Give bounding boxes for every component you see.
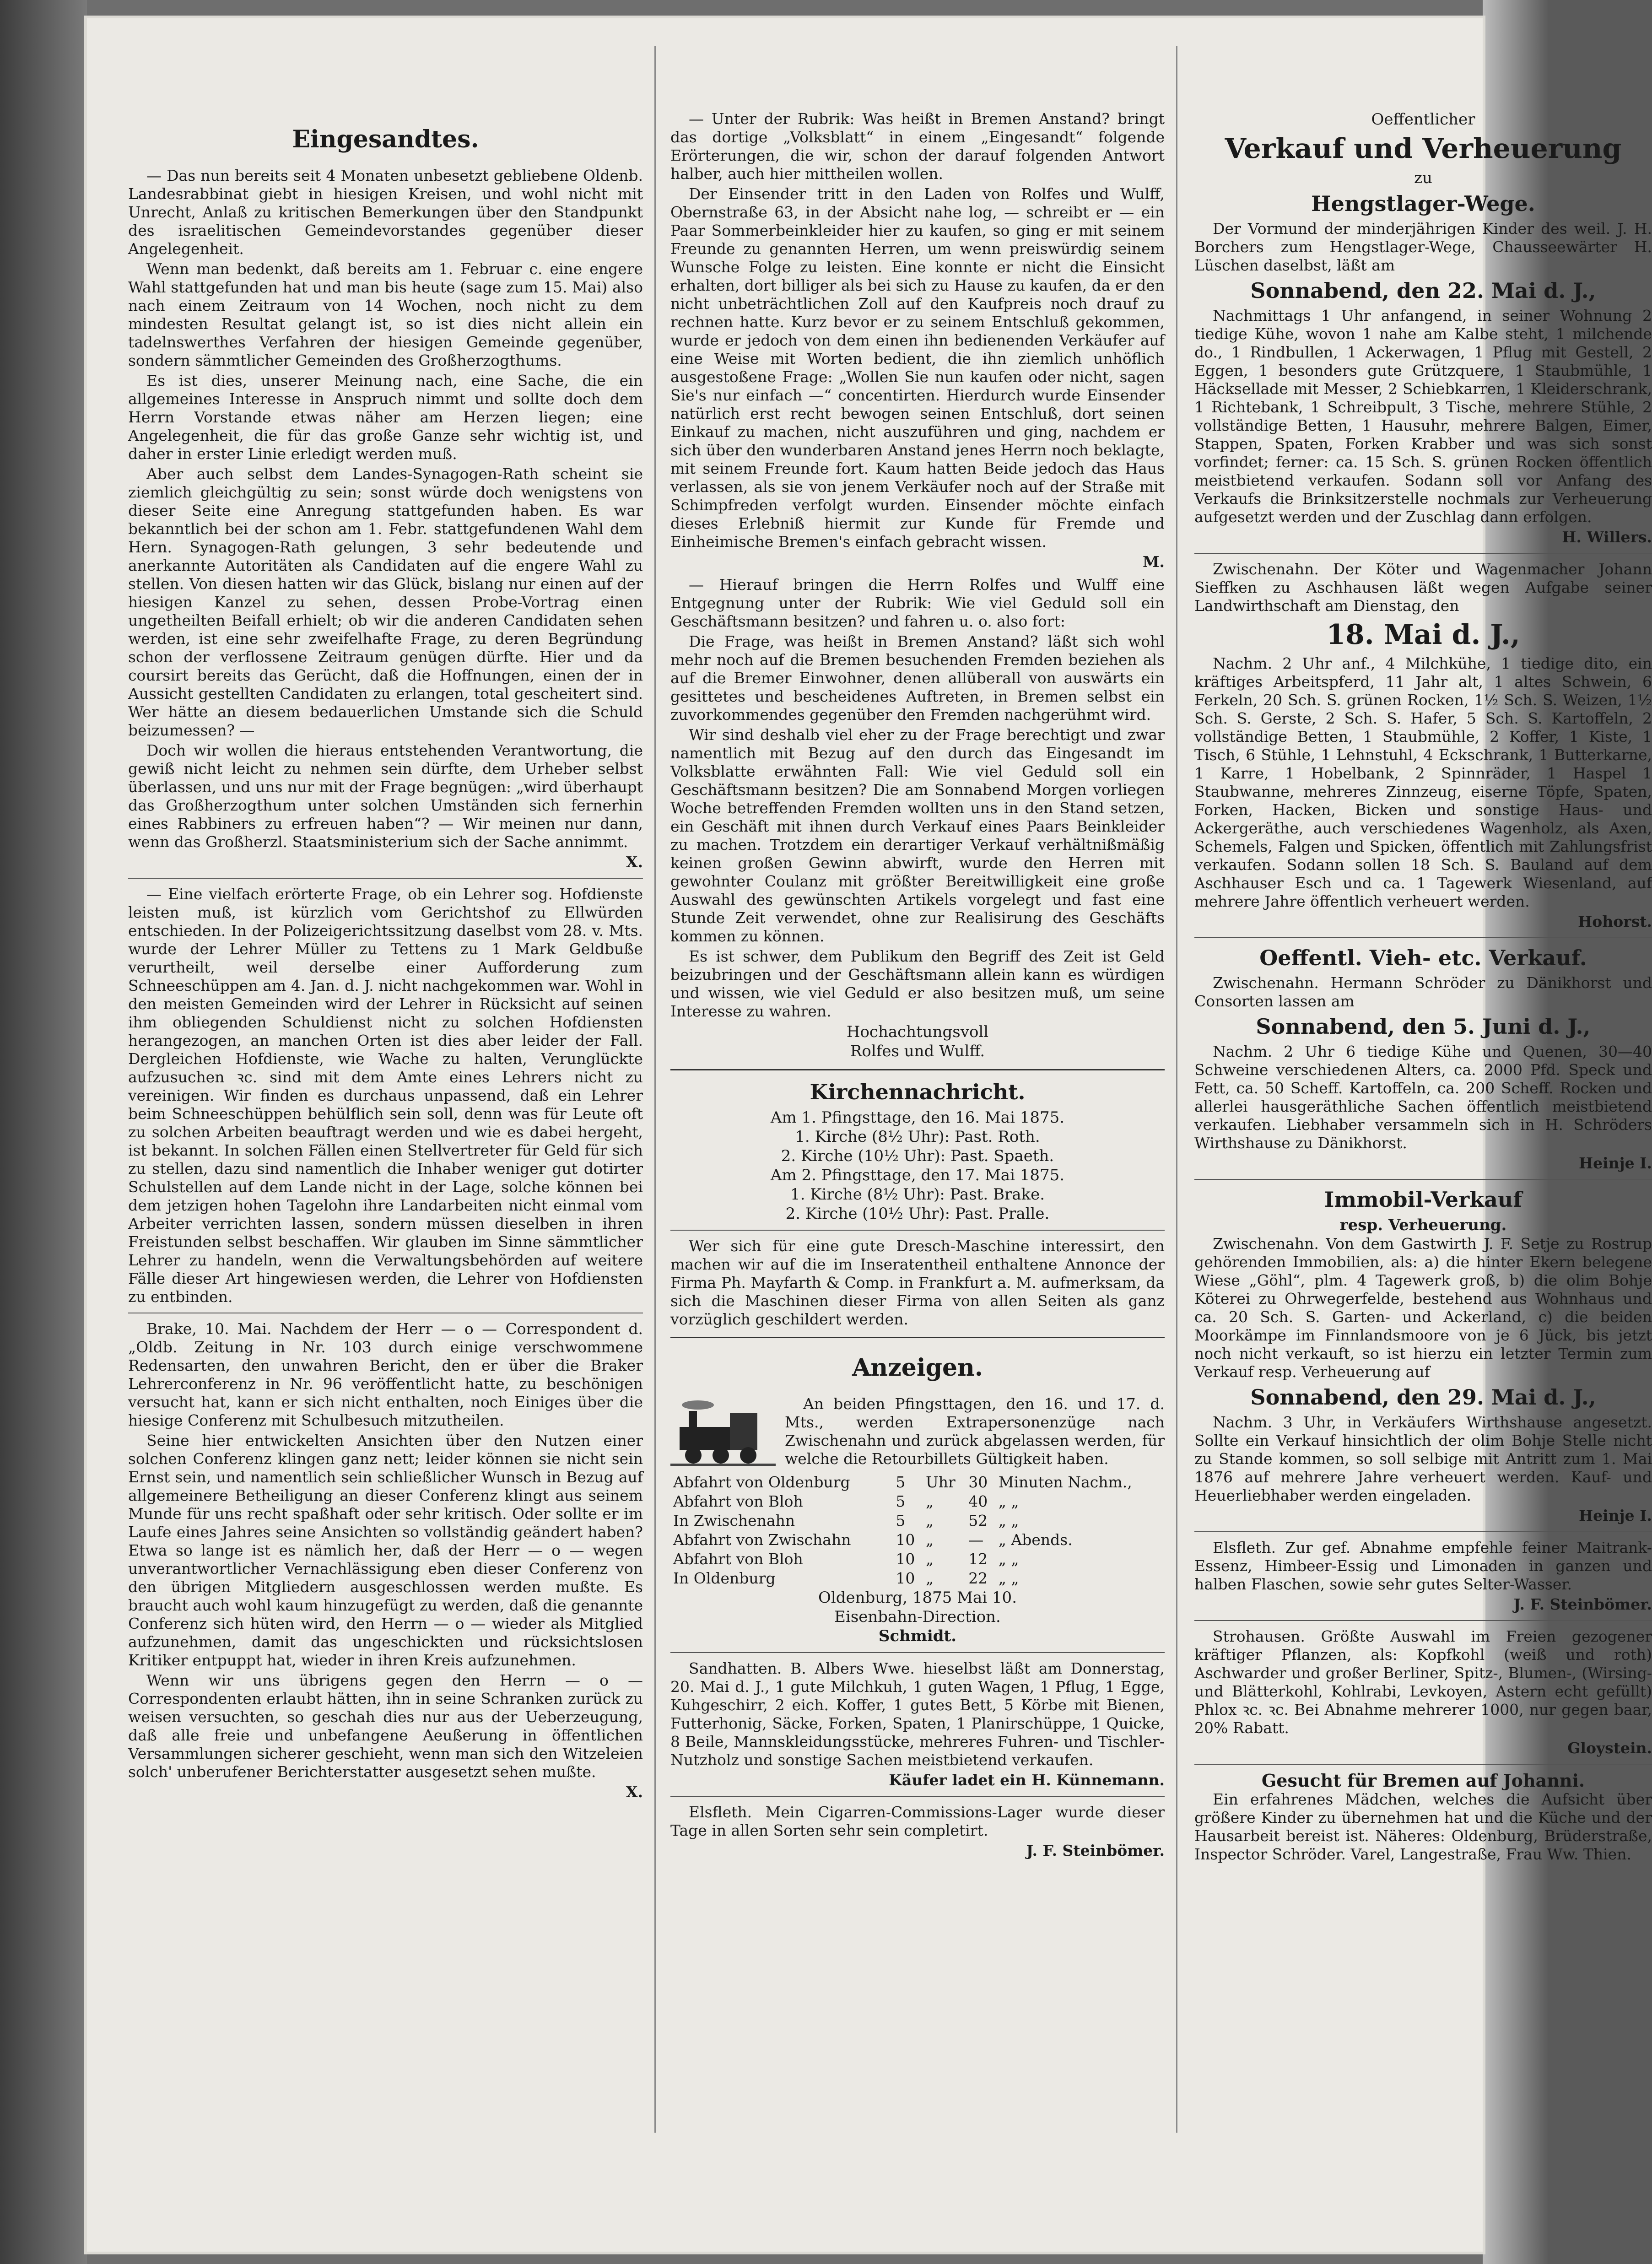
article-paragraph: Seine hier entwickelten Ansichten über den Nutzen einer solchen Conferenz klingen ganz nett; leider können sie nicht sein Ernst sein, und namentlich sein schließlicher Wunsch in Bezug auf allgemeinere Betheiligung an dieser Conferenz klingt aus seinem Munde für uns recht spaßhaft oder sehr kritisch. Oder sollte er im Laufe eines Jahres seine Ansichten so vollständig geändert haben? Etwa so lange ist es nämlich her, daß der Herr — o — wegen unverantwortlicher Vernachlässigung eben dieser Conferenz von den übrigen Mitgliedern ausgeschlossen werden mußte. Es braucht auch wohl kaum hinzugefügt zu werden, daß die genannte Conferenz sich hüten wird, den Herrn — o — wieder als Mitglied aufzunehmen, damit das ungeschickten und rücksichtslosen Kritiker entpuppt hat, wieder in ihren Kreis aufzunehmen. <box>128 1432 643 1669</box>
divider <box>670 1230 1165 1231</box>
divider <box>128 878 643 879</box>
article-paragraph: Wenn man bedenkt, daß bereits am 1. Februar c. eine engere Wahl stattgefunden hat und man bis heute (sage zum 15. Mai) also nach einem Zeitraum von 14 Wochen, noch nicht zu dem mindesten Resultat gelangt ist, so ist dies nicht allein ein tadelnswerthes Verfahren der hiesigen Gemeinde gegenüber, sondern sämmtlicher Gemeinden des Großherzogthums. <box>128 260 643 369</box>
ad-subheading: resp. Verheuerung. <box>1339 1216 1507 1234</box>
ad-paragraph: Nachm. 2 Uhr 6 tiedige Kühe und Quenen, 30—40 Schweine verschiedenen Alters, ca. 2000 Pfd. Speck und Fett, ca. 50 Scheff. Kartoffeln, ca. 200 Scheff. Rocken und allerlei hausgeräthliche Sachen öffentlich meistbietend verkaufen. Liebhaber versammeln sich in H. Schröders Wirthshause zu Dänikhorst. <box>1194 1043 1652 1152</box>
ad-signature: Käufer ladet ein H. Künnemann. <box>889 1771 1165 1789</box>
timetable-cell: „ <box>925 1492 934 1510</box>
ad-date: Sonnabend, den 22. Mai d. J., <box>1250 278 1596 303</box>
timetable-cell: „ Abends. <box>998 1531 1073 1549</box>
ad-date: 18. Mai d. J., <box>1326 619 1520 651</box>
ad-heading-pre: Oeffentlicher <box>1371 110 1475 129</box>
timetable-cell: 40 <box>968 1492 988 1510</box>
article-signature: M. <box>1142 553 1165 571</box>
article-paragraph: Die Frage, was heißt in Bremen Anstand? läßt sich wohl mehr noch auf die Bremen besuchenden Fremden beziehen als auf die Bremer Einwohner, denen allüberall von auswärts ein gesittetes und bescheidenes Auftreten, in Bremen selbst ein zuvorkommendes gegenüber den Fremden nachgerühmt wird. <box>670 632 1165 724</box>
kirchennachricht-title: Kirchennachricht. <box>810 1080 1026 1104</box>
timetable-row <box>670 1530 1165 1550</box>
article-paragraph: Wenn wir uns übrigens gegen den Herrn — o — Correspondenten erlaubt hätten, ihn in seine Schranken zurück zu weisen versuchten, so geschah dies nur aus der Ueberzeugung, daß alle freie und unbefangene Aeußerung in öffentlichen Versammlungen sicherer geschieht, wenn man sich den Witzeleien solch' unberufener Berichterstatter ausgesetzt sehen mußte. <box>128 1671 643 1781</box>
timetable-row <box>670 1473 1165 1492</box>
notice-paragraph: Wer sich für eine gute Dresch-Maschine interessirt, den machen wir auf die im Inseratentheil enthaltene Annonce der Firma Ph. Mayfarth & Comp. in Frankfurt a. M. aufmerksam, da sich die Maschinen dieser Firma von allen Seiten als ganz vorzüglich geschildert werden. <box>670 1237 1165 1328</box>
locomotive-icon <box>670 1399 776 1468</box>
ad-paragraph: Der Vormund der minderjährigen Kinder des weil. J. H. Borchers zum Hengstlager-Wege, Chausseewärter H. Lüschen daselbst, läßt am <box>1194 220 1652 274</box>
ad-paragraph: Elsfleth. Zur gef. Abnahme empfehle feiner Maitrank-Essenz, Himbeer-Essig und Limonaden in ganzen und halben Flaschen, sowie sehr gutes Selter-Wasser. <box>1194 1539 1652 1593</box>
article-paragraph: — Unter der Rubrik: Was heißt in Bremen Anstand? bringt das dortige „Volksblatt“ in einem „Eingesandt“ folgende Erörterungen, die wir, schon der darauf folgenden Antwort halber, auch hier mittheilen wollen. <box>670 110 1165 183</box>
timetable-cell: 52 <box>968 1512 988 1529</box>
church-line: Am 2. Pfingsttage, den 17. Mai 1875. <box>770 1166 1065 1184</box>
divider <box>1194 937 1652 938</box>
ad-signature: Hohorst. <box>1578 913 1652 930</box>
signature-line: Rolfes und Wulff. <box>850 1042 985 1060</box>
column-3 <box>1194 110 1652 2169</box>
ad-signature: Heinje I. <box>1578 1507 1652 1524</box>
timetable-cell: „ „ <box>998 1512 1019 1529</box>
timetable-cell: 10 <box>896 1550 915 1568</box>
timetable-row <box>670 1511 1165 1530</box>
divider <box>1194 1531 1652 1532</box>
ad-heading-zu: zu <box>1414 169 1432 187</box>
timetable-cell: In Zwischenahn <box>673 1512 795 1529</box>
ad-signature: Heinje I. <box>1578 1154 1652 1172</box>
ad-signature: H. Willers. <box>1562 528 1652 546</box>
ad-paragraph: Ein erfahrenes Mädchen, welches die Aufsicht über größere Kinder zu übernehmen hat und die Küche und der Hausarbeit bereist ist. Näheres: Oldenburg, Brüderstraße, Inspector Schröder. Varel, Langestraße, Frau Ww. Thien. <box>1194 1790 1652 1863</box>
article-paragraph: Brake, 10. Mai. Nachdem der Herr — o — Correspondent d. „Oldb. Zeitung in Nr. 103 durch einige verschwommene Redensarten, den unwahren Bericht, den er über die Braker Lehrerconferenz in Nr. 96 veröffentlicht hatte, zu beschönigen versucht hat, kann er sich nicht enthalten, noch Einiges über die hiesige Conferenz mit Schulbesuch mitzutheilen. <box>128 1320 643 1429</box>
divider <box>670 1796 1165 1797</box>
ad-paragraph: Nachm. 2 Uhr anf., 4 Milchkühe, 1 tiedige dito, ein kräftiges Arbeitspferd, 11 Jahr alt, 1 altes Schwein, 6 Ferkeln, 20 Sch. S. grünen Rocken, 1½ Sch. S. Weizen, 1½ Sch. S. Gerste, 2 Sch. S. Hafer, 5 Sch. S. Kartoffeln, 2 vollständige Betten, 1 Staubmühle, 2 Koffer, 1 Kiste, 1 Tisch, 6 Stühle, 1 Lehnstuhl, 4 Eckschrank, 1 Butterkarne, 1 Karre, 1 Hobelbank, 2 Spinnräder, 1 Haspel 1 Staubwanne, mehreres Zinnzeug, eiserne Töpfe, Spaten, Forken, Hacken, Bicken und sonstige Haus- und Ackergeräthe, auch verschiedenes Wagenholz, als Axen, Schemels, Falgen und Spicken, öffentlich mit Zahlungsfrist verkaufen. Sodann sollen 18 Sch. S. Bauland auf dem Aschhauser Esch und ca. 1 Tagewerk Wiesenland, auf mehrere Jahre öffentlich verheuert werden. <box>1194 654 1652 910</box>
ad-signature: J. F. Steinbömer. <box>1026 1842 1165 1859</box>
timetable-cell: 30 <box>968 1473 988 1491</box>
timetable-row <box>670 1550 1165 1569</box>
church-line: Am 1. Pfingsttage, den 16. Mai 1875. <box>770 1108 1065 1127</box>
newspaper-page <box>87 18 1652 2252</box>
ad-paragraph: An beiden Pfingsttagen, den 16. und 17. d. Mts., werden Extrapersonenzüge nach Zwischenahn und zurück abgelassen werden, für welche die Retourbillets Gültigkeit haben. <box>785 1395 1165 1468</box>
ad-heading: Gesucht für Bremen auf Johanni. <box>1261 1770 1585 1791</box>
ad-paragraph: Strohausen. Größte Auswahl im Freien gezogener kräftiger Pflanzen, als: Kopfkohl (weiß und roth) Aschwarder und großer Berliner, Spitz-, Blumen-, (Wirsing- und Blätterkohl, Kohlrabi, Levkoyen, Astern echt gefüllt) Phlox ꝛc. ꝛc. Bei Abnahme mehrerer 1000, nur gegen baar, 20% Rabatt. <box>1194 1627 1652 1737</box>
signature-line: Hochachtungsvoll <box>846 1023 989 1041</box>
divider <box>1194 553 1652 554</box>
timetable-cell: „ „ <box>998 1492 1019 1510</box>
ad-date: Sonnabend, den 5. Juni d. J., <box>1256 1014 1591 1039</box>
ad-paragraph: Nachmittags 1 Uhr anfangend, in seiner Wohnung 2 tiedige Kühe, wovon 1 nahe am Kalbe steht, 1 milchende do., 1 Rindbullen, 1 Ackerwagen, 1 Pflug mit Gestell, 2 Eggen, 1 besonders gute Grützquere, 1 Staubmühle, 1 Häcksellade mit Messer, 2 Schiebkarren, 1 Kleiderschrank, 1 Richtebank, 1 Schreibpult, 3 Tische, mehrere Stühle, 2 vollständige Betten, 1 Hausuhr, mehrere Balgen, Eimer, Stappen, Spaten, Forken Krabber und was sich sonst vorfindet; ferner: ca. 15 Sch. S. grünen Rocken öffentlich meistbietend verkaufen. Sodann soll vor Anfang des Verkaufs die Brinksitzerstelle nochmals zur Verheuerung aufgesetzt werden und der Zuschlag dann erfolgen. <box>1194 307 1652 526</box>
church-line: 1. Kirche (8½ Uhr): Past. Roth. <box>795 1128 1040 1146</box>
article-signature: X. <box>626 853 643 871</box>
ad-signature: Gloystein. <box>1567 1739 1652 1757</box>
timetable-cell: „ <box>925 1550 934 1568</box>
divider <box>1194 1620 1652 1621</box>
divider <box>1194 1179 1652 1180</box>
timetable <box>670 1473 1165 1588</box>
ad-place: Hengstlager-Wege. <box>1311 191 1535 216</box>
timetable-cell: Uhr <box>925 1473 956 1491</box>
ad-heading: Immobil-Verkauf <box>1324 1187 1522 1212</box>
article-paragraph: Wir sind deshalb viel eher zu der Frage berechtigt und zwar namentlich mit Bezug auf den durch das Eingesandt im Volksblatte erwähnten Fall: Wie viel Geduld soll ein Geschäftsmann besitzen? Die am Sonnabend Morgen vorliegen Woche betreffenden Fremden wollten uns in den Stand setzen, ein Geschäft mit ihnen durch Verkauf eines Paars Beinkleider zu machen. Trotzdem ein derartiger Verkauf verhältnißmäßig keinen großen Gewinn abwirft, wurde den Herren mit gewohnter Coulanz mit größter Bereitwilligkeit eine große Auswahl des gewünschten Artikels vorgelegt und fast eine Stunde Zeit verwendet, ohne zur Realisirung des Geschäfts kommen zu können. <box>670 726 1165 945</box>
column-rule-1 <box>654 46 656 2133</box>
timetable-cell: 22 <box>968 1569 988 1587</box>
article-paragraph: — Das nun bereits seit 4 Monaten unbesetzt gebliebene Oldenb. Landesrabbinat giebt in hiesigen Kreisen, und wohl nicht mit Unrecht, Anlaß zu kritischen Bemerkungen über den Standpunkt des israelitischen Gemeindevorstandes gegenüber dieser Angelegenheit. <box>128 167 643 258</box>
timetable-cell: „ <box>925 1569 934 1587</box>
timetable-cell: „ „ <box>998 1569 1019 1587</box>
ad-paragraph: Zwischenahn. Hermann Schröder zu Dänikhorst und Consorten lassen am <box>1194 974 1652 1010</box>
column-1 <box>128 110 643 2169</box>
ad-heading: Verkauf und Verheuerung <box>1225 133 1622 165</box>
timetable-cell: Abfahrt von Bloh <box>673 1550 803 1568</box>
church-line: 1. Kirche (8½ Uhr): Past. Brake. <box>790 1185 1045 1204</box>
timetable-cell: 5 <box>896 1473 906 1491</box>
article-paragraph: Doch wir wollen die hieraus entstehenden Verantwortung, die gewiß nicht leicht zu nehmen sein dürfte, dem Urheber selbst überlassen, und uns nur mit der Frage begnügen: „wird überhaupt das Großherzogthum unter solchen Umständen sich fernerhin eines Rabbiners zu erfreuen haben“? — Wir meinen nur dann, wenn das Großherzl. Staatsministerium sich der Sache annimmt. <box>128 741 643 851</box>
ad-date: Sonnabend, den 29. Mai d. J., <box>1250 1385 1596 1410</box>
column-rule-2 <box>1176 46 1177 2133</box>
timetable-cell: Minuten Nachm., <box>998 1473 1132 1491</box>
divider <box>670 1069 1165 1070</box>
ad-paragraph: Elsfleth. Mein Cigarren-Commissions-Lager wurde dieser Tage in allen Sorten sehr sein completirt. <box>670 1803 1165 1839</box>
article-paragraph: — Eine vielfach erörterte Frage, ob ein Lehrer sog. Hofdienste leisten muß, ist kürzlich vom Gerichtshof zu Ellwürden entschieden. In der Polizeigerichtssitzung daselbst vom 28. v. Mts. wurde der Lehrer Müller zu Tettens zu 1 Mark Geldbuße verurtheilt, weil derselbe einer Aufforderung zum Schneeschüppen am 4. Jan. d. J. nicht nachgekommen war. Wohl in den meisten Gemeinden wird der Lehrer in Rücksicht auf seinen ihm obliegenden Schuldienst nicht zu solchen Hofdiensten herangezogen, an manchen Orten ist dies aber leider der Fall. Dergleichen Hofdienste, wie Wache zu halten, Verunglückte aufzusuchen ꝛc. sind mit dem Amte eines Lehrers nicht zu vereinigen. Wir finden es durchaus unpassend, daß ein Lehrer beim Schneeschüppen behülflich sein soll, denn was für Leute oft zu solchen Arbeiten beauftragt werden und wie es dabei hergeht, ist bekannt. In solchen Fällen einen Stellvertreter für Geld für sich zu stellen, dazu sind namentlich die Inhaber weniger gut dotirter Schulstellen auf dem Lande nicht in der Lage, solche können bei dem jetzigen hohen Tagelohn ihre Landarbeiten nicht einmal vom Arbeiter verrichten lassen, sondern müssen dieselben in ihren Freistunden selbst beschaffen. Wir glauben im Sinne sämmtlicher Lehrer zu handeln, wenn die Verwaltungsbehörden auf weitere Fälle dieser Art hingewiesen werden, die Lehrer von Hofdiensten zu entbinden. <box>128 885 643 1306</box>
article-signature: X. <box>626 1783 643 1801</box>
timetable-row <box>670 1492 1165 1511</box>
ad-paragraph: Zwischenahn. Der Köter und Wagenmacher Johann Sieffken zu Aschhausen läßt wegen Aufgabe seiner Landwirthschaft am Dienstag, den <box>1194 560 1652 615</box>
church-line: 2. Kirche (10½ Uhr): Past. Pralle. <box>785 1205 1050 1223</box>
timetable-cell: 12 <box>968 1550 988 1568</box>
ad-paragraph: Zwischenahn. Von dem Gastwirth J. F. Setje zu Rostrup gehörenden Immobilien, als: a) die hinter Ekern belegene Wiese „Göhl“, plm. 4 Tagewerk groß, b) die olim Bohje Köterei zu Ohrwegerfelde, bestehend aus Wohnhaus und ca. 20 Sch. S. Garten- und Ackerland, c) die beiden Moorkämpe im Finnlandsmoore von je 6 Jück, bis jetzt noch nicht verkauft, so ist hierzu ein letzter Termin zum Verkauf resp. Verheuerung auf <box>1194 1235 1652 1381</box>
ad-signature: J. F. Steinbömer. <box>1513 1595 1652 1613</box>
article-paragraph: — Hierauf bringen die Herrn Rolfes und Wulff eine Entgegnung unter der Rubrik: Wie viel Geduld soll ein Geschäftsmann besitzen? und fahren u. o. also fort: <box>670 576 1165 630</box>
ad-paragraph: Sandhatten. B. Albers Wwe. hieselbst läßt am Donnerstag, 20. Mai d. J., 1 gute Milchkuh, 1 guten Wagen, 1 Pflug, 1 Egge, Kuhgeschirr, 2 eich. Koffer, 1 gutes Bett, 5 Körbe mit Bienen, Futterhonig, Säcke, Forken, Spaten, 1 Planirschüppe, 1 Quicke, 8 Beile, Mannskleidungsstücke, mehreres Fuhren- und Tischler-Nutzholz und sonstige Sachen meistbietend verkaufen. <box>670 1659 1165 1769</box>
article-paragraph: Es ist schwer, dem Publikum den Begriff des Zeit ist Geld beizubringen und der Geschäftsmann allein kann es würdigen und wissen, wie viel Geduld er also besitzen muß, um seine Interesse zu wahren. <box>670 947 1165 1020</box>
ad-signature: Schmidt. <box>878 1627 957 1645</box>
divider <box>670 1652 1165 1653</box>
anzeigen-title: Anzeigen. <box>852 1354 983 1382</box>
timetable-cell: In Oldenburg <box>673 1569 776 1587</box>
ad-direction: Eisenbahn-Direction. <box>834 1608 1001 1626</box>
timetable-cell: 10 <box>896 1569 915 1587</box>
timetable-cell: Abfahrt von Oldenburg <box>673 1473 850 1491</box>
timetable-cell: 5 <box>896 1492 906 1510</box>
article-paragraph: Der Einsender tritt in den Laden von Rolfes und Wulff, Obernstraße 63, in der Absicht nahe log, — schreibt er — ein Paar Sommerbeinkleider hier zu kaufen, so ging er mit seinem Freunde zu genannten Herren, um wenn preiswürdig seinem Wunsche Folge zu leisten. Eine konnte er nicht die Einsicht erhalten, dort billiger als bei sich zu Hause zu kaufen, da er den nicht unbeträchtlichen Zoll auf den Kaufpreis noch drauf zu rechnen hatte. Kurz bevor er zu seinem Entschluß gekommen, wurde er jedoch von dem einen ihn bedienenden Verkäufer auf eine Weise mit Worten bedient, die ihn ziemlich unhöflich ausgestoßene Frage: „Wollen Sie nun kaufen oder nicht, sagen Sie's nur einfach —“ concentirten. Hierdurch wurde Einsender natürlich erst recht bewogen seinen Entschluß, dort seinen Einkauf zu machen, nicht auszuführen und ging, nachdem er sich über den wunderbaren Anstand jenes Herrn noch beklagte, mit seinem Freunde fort. Kaum hatten Beide jedoch das Haus verlassen, als sie von jenem Verkäufer noch auf der Straße mit Schimpfreden verfolgt wurden. Einsender möchte einfach dieses Erlebniß hiermit zur Kunde für Fremde und Einheimische Bremen's einfach gebracht wissen. <box>670 185 1165 551</box>
timetable-cell: Abfahrt von Zwischahn <box>673 1531 851 1549</box>
timetable-cell: — <box>968 1531 984 1549</box>
ad-heading: Oeffentl. Vieh- etc. Verkauf. <box>1259 946 1587 970</box>
timetable-cell: „ <box>925 1512 934 1529</box>
eingesandtes-title: Eingesandtes. <box>292 125 479 153</box>
article-paragraph: Aber auch selbst dem Landes-Synagogen-Rath scheint sie ziemlich gleichgültig zu sein; sonst würde doch wenigstens von dieser Seite eine Anregung stattgefunden haben. Es war bekanntlich bei der schon am 1. Febr. stattgefundenen Wahl dem Hern. Synagogen-Rath gelungen, 3 sehr bedeutende und anerkannte Autoritäten als Candidaten auf die engere Wahl zu stellen. Von diesen hatten wir das Glück, bislang nur einen auf der hiesigen Kanzel zu sehen, dessen Probe-Vortrag einen ungetheilten Beifall erhielt; ob wir die anderen Candidaten sehen werden, ist eine sehr zweifelhafte Frage, zu deren Begründung schon der verflossene Zeitraum genügen dürfte. Hier und da coursirt bereits das Gerücht, daß die Hoffnungen, einen der in Aussicht gestellten Candidaten zu erlangen, total gescheitert sind. Wer hätte an diesem bedauerlichen Umstande sich die Schuld beizumessen? — <box>128 465 643 739</box>
timetable-cell: 5 <box>896 1512 906 1529</box>
church-line: 2. Kirche (10½ Uhr): Past. Spaeth. <box>781 1147 1054 1165</box>
timetable-cell: 10 <box>896 1531 915 1549</box>
binding-shadow-left <box>0 0 87 2264</box>
article-paragraph: Es ist dies, unserer Meinung nach, eine Sache, die ein allgemeines Interesse in Anspruch nimmt und sollte doch dem Herrn Vorstande etwas näher am Herzen liegen; eine Angelegenheit, die für das große Ganze sehr wichtig ist, und daher in erster Linie erledigt werden muß. <box>128 372 643 463</box>
timetable-row <box>670 1569 1165 1588</box>
ad-paragraph: Nachm. 3 Uhr, in Verkäufers Wirthshause angesetzt. Sollte ein Verkauf hinsichtlich der olim Bohje Stelle nicht zu Stande kommen, so soll selbige mit Antritt zum 1. Mai 1876 auf mehrere Jahre verheuert werden. Kauf- und Heuerliebhaber werden eingeladen. <box>1194 1413 1652 1504</box>
divider <box>1194 1764 1652 1765</box>
timetable-cell: „ „ <box>998 1550 1019 1568</box>
divider <box>670 1337 1165 1338</box>
ad-date: Oldenburg, 1875 Mai 10. <box>818 1589 1017 1607</box>
timetable-cell: „ <box>925 1531 934 1549</box>
column-2 <box>670 110 1165 2169</box>
timetable-cell: Abfahrt von Bloh <box>673 1492 803 1510</box>
